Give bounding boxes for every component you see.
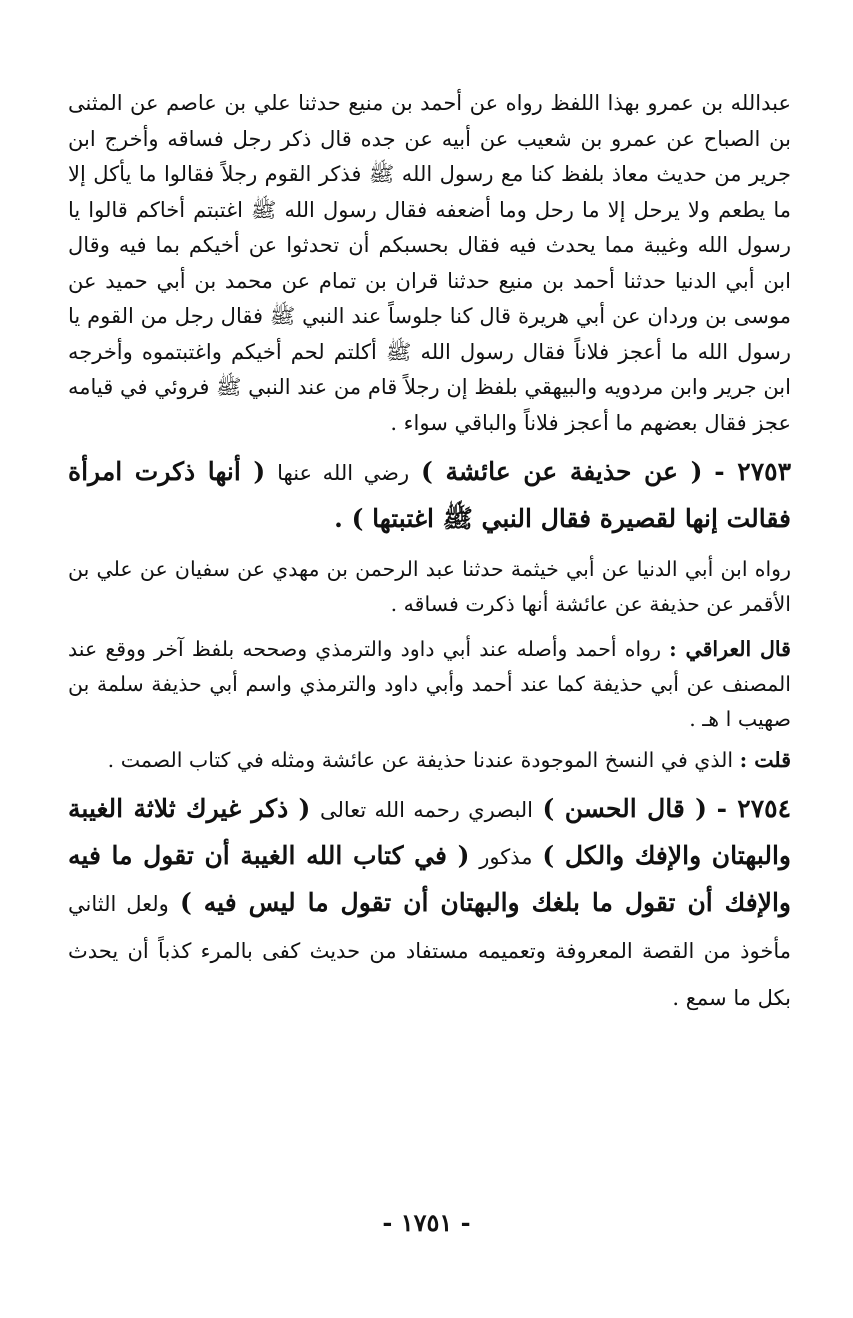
qult-lead: قلت : [739, 748, 791, 772]
hadith-text: ( ذكر غيرك ثلاثة الغيبة والبهتان والإفك والكل ) [68, 794, 791, 870]
hadith-text: ( في كتاب الله الغيبة أن تقول ما فيه والإفك أن تقول ما بلغك والبهتان أن تقول ما ليس فيه ) [68, 841, 791, 917]
hadith-remark: رضي الله عنها [277, 461, 410, 485]
hadith-2753 [68, 449, 791, 542]
iraqi-text: رواه أحمد وأصله عند أبي داود والترمذي وصححه بلفظ آخر ووقع عند المصنف عن أبي حذيفة كما عند أحمد وأبي داود والترمذي واسم أبي حذيفة سلمة بن صهيب ا هـ . [68, 637, 791, 731]
hadith-number: ٢٧٥٤ - [716, 794, 792, 823]
qult-paragraph [68, 743, 791, 778]
hadith-text: ( أنها ذكرت امرأة فقالت إنها لقصيرة فقال النبي ﷺ اغتبتها ) . [68, 457, 791, 533]
top-paragraph: عبدالله بن عمرو بهذا اللفظ رواه عن أحمد بن منيع حدثنا علي بن عاصم عن المثنى بن الصباح عن عمرو بن شعيب عن أبيه عن جده قال ذكر رجل فساقه وأخرج ابن جرير من حديث معاذ بلفظ كنا مع رسول الله ﷺ فذكر القوم رجلاً فقالوا ما يأكل إلا ما يطعم ولا يرحل إلا ما رحل وما أضعفه فقال رسول الله ﷺ اغتبتم أخاكم قالوا يا رسول الله وغيبة مما يحدث فيه فقال بحسبكم أن تحدثوا عن أخيكم بما فيه وقال ابن أبي الدنيا حدثنا أحمد بن منيع حدثنا قران بن تمام عن محمد بن أبي حميد عن موسى بن وردان عن أبي هريرة قال كنا جلوساً عند النبي ﷺ فقال رجل من القوم يا رسول الله ما أعجز فلاناً فقال رسول الله ﷺ أكلتم لحم أخيكم واغتبتموه وأخرجه ابن جرير وابن مردويه والبيهقي بلفظ إن رجلاً قام من عند النبي ﷺ فروئي في قيامه عجز فقال بعضهم ما أعجز فلاناً والباقي سواء . [68, 91, 791, 435]
hadith-chain: ( عن حذيفة عن عائشة ) [421, 457, 703, 486]
hadith-commentary: ولعل الثاني مأخوذ من القصة المعروفة وتعميمه مستفاد من حديث كفى بالمرء كذباً أن يحدث بكل ما سمع . [68, 892, 791, 1010]
hadith-remark: مذكور [479, 845, 533, 869]
hadith-2754 [68, 786, 791, 1021]
hadith-number: ٢٧٥٣ - [714, 457, 791, 486]
narration-paragraph: رواه ابن أبي الدنيا عن أبي خيثمة حدثنا عبد الرحمن بن مهدي عن سفيان عن علي بن الأقمر عن حذيفة عن عائشة أنها ذكرت فساقه . [68, 557, 791, 616]
page-number: - ١٧٥١ - [382, 1208, 471, 1237]
iraqi-lead: قال العراقي : [669, 637, 791, 661]
hadith-chain: ( قال الحسن ) [542, 794, 707, 823]
qult-text: الذي في النسخ الموجودة عندنا حذيفة عن عائشة ومثله في كتاب الصمت . [107, 748, 734, 772]
iraqi-paragraph [68, 632, 791, 737]
hadith-remark: البصري رحمه الله تعالى [319, 798, 533, 822]
